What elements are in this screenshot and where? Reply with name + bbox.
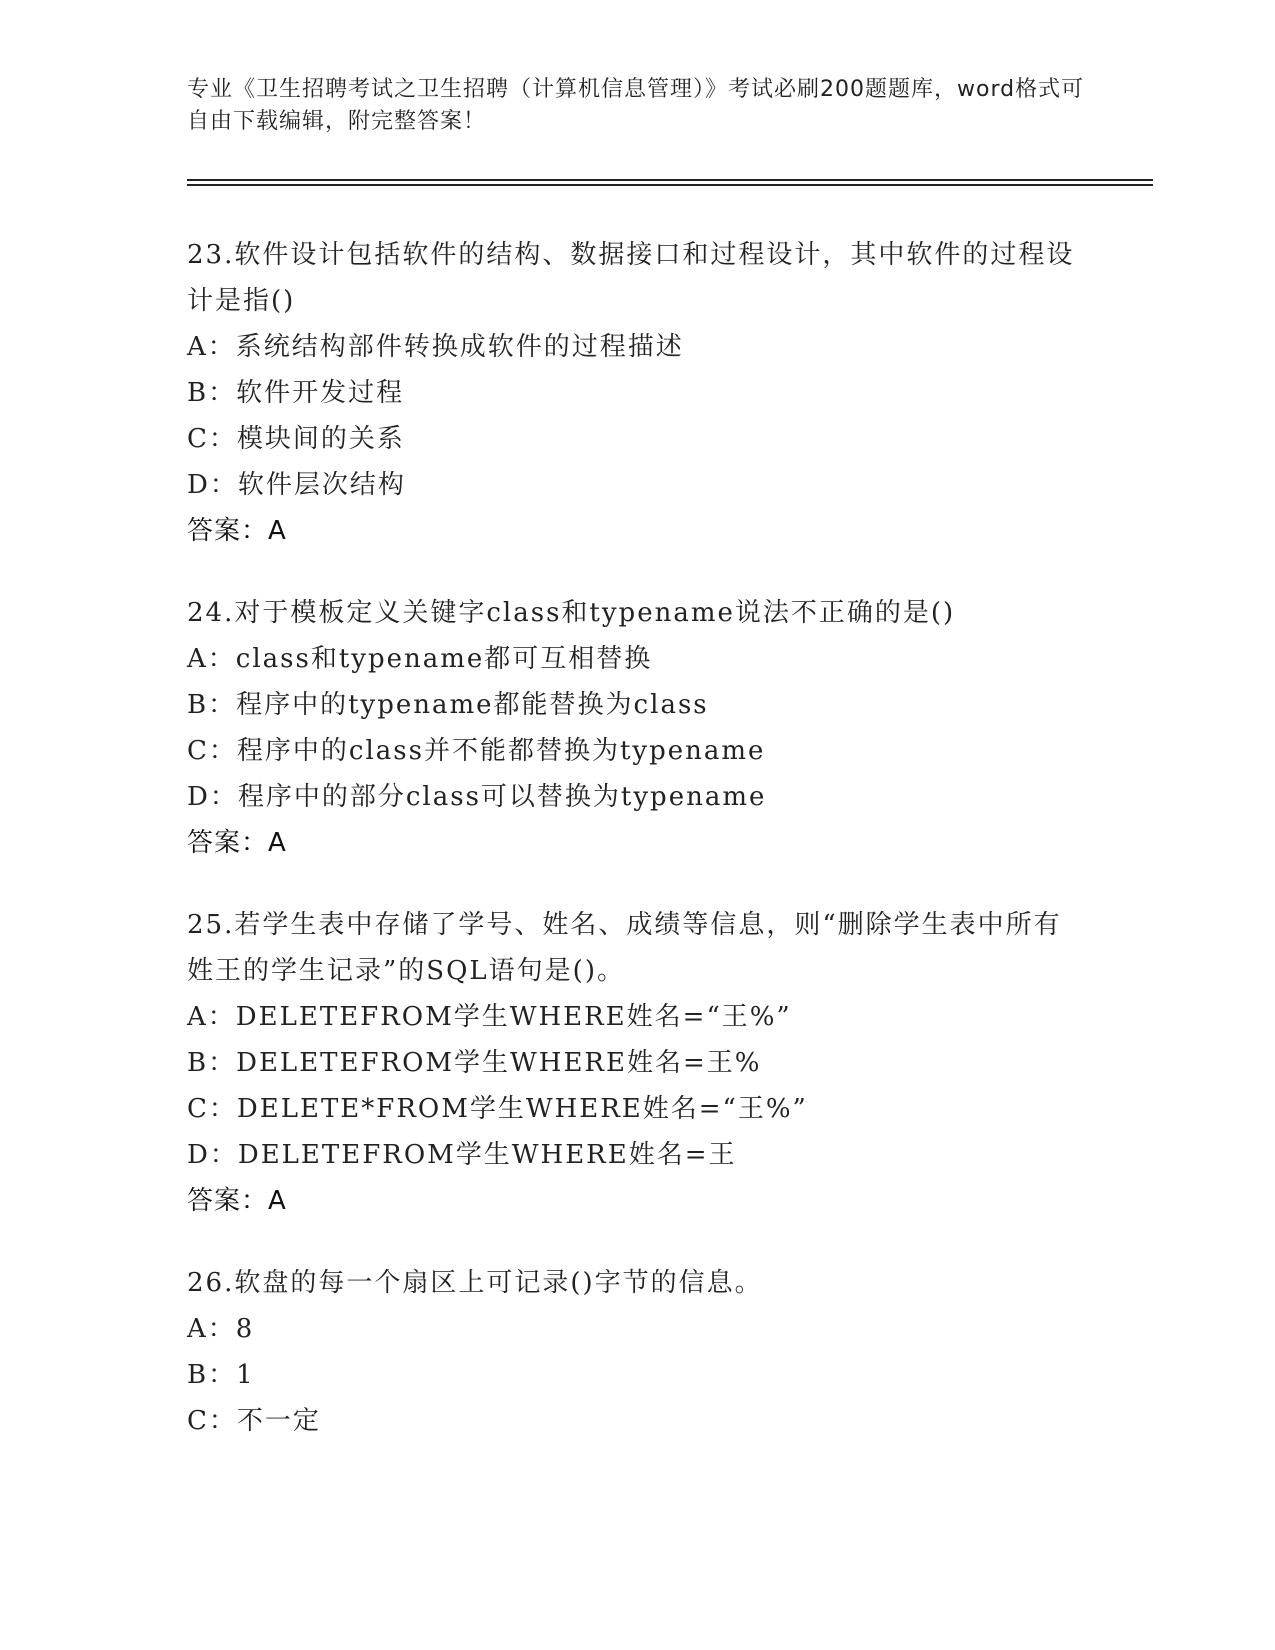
document-header xyxy=(187,74,1087,138)
header-divider-top xyxy=(187,179,1153,181)
header-divider-bottom xyxy=(187,184,1153,186)
answer-text: 答案：A xyxy=(187,828,287,858)
option-b: B：软件开发过程 xyxy=(187,378,405,408)
option-a: A：8 xyxy=(187,1314,255,1344)
option-c: C：模块间的关系 xyxy=(187,424,405,454)
answer-text: 答案：A xyxy=(187,1186,287,1216)
question-24 xyxy=(187,590,1087,866)
option-c: C：DELETE*FROM学生WHERE姓名=“王%” xyxy=(187,1094,808,1124)
question-25 xyxy=(187,902,1087,1224)
option-d: D：程序中的部分class可以替换为typename xyxy=(187,782,767,812)
question-26 xyxy=(187,1260,1087,1444)
question-list xyxy=(187,232,1087,1480)
answer-text: 答案：A xyxy=(187,516,287,546)
question-stem: 23.软件设计包括软件的结构、数据接口和过程设计，其中软件的过程设计是指() xyxy=(187,240,1075,316)
option-b: B：DELETEFROM学生WHERE姓名=王% xyxy=(187,1048,762,1078)
question-stem: 26.软盘的每一个扇区上可记录()字节的信息。 xyxy=(187,1268,763,1298)
question-23 xyxy=(187,232,1087,554)
option-b: B：程序中的typename都能替换为class xyxy=(187,690,709,720)
option-c: C：不一定 xyxy=(187,1406,321,1436)
question-stem: 24.对于模板定义关键字class和typename说法不正确的是() xyxy=(187,598,956,628)
option-c: C：程序中的class并不能都替换为typename xyxy=(187,736,766,766)
option-a: A：class和typename都可互相替换 xyxy=(187,644,653,674)
option-b: B：1 xyxy=(187,1360,255,1390)
option-d: D：DELETEFROM学生WHERE姓名=王 xyxy=(187,1140,737,1170)
option-d: D：软件层次结构 xyxy=(187,470,406,500)
option-a: A：系统结构部件转换成软件的过程描述 xyxy=(187,332,684,362)
option-a: A：DELETEFROM学生WHERE姓名=“王%” xyxy=(187,1002,792,1032)
header-title: 专业《卫生招聘考试之卫生招聘（计算机信息管理）》考试必刷200题题库，word格式可自由下载编辑，附完整答案！ xyxy=(187,77,1085,134)
question-stem: 25.若学生表中存储了学号、姓名、成绩等信息，则“删除学生表中所有姓王的学生记录”的SQL语句是()。 xyxy=(187,910,1062,986)
